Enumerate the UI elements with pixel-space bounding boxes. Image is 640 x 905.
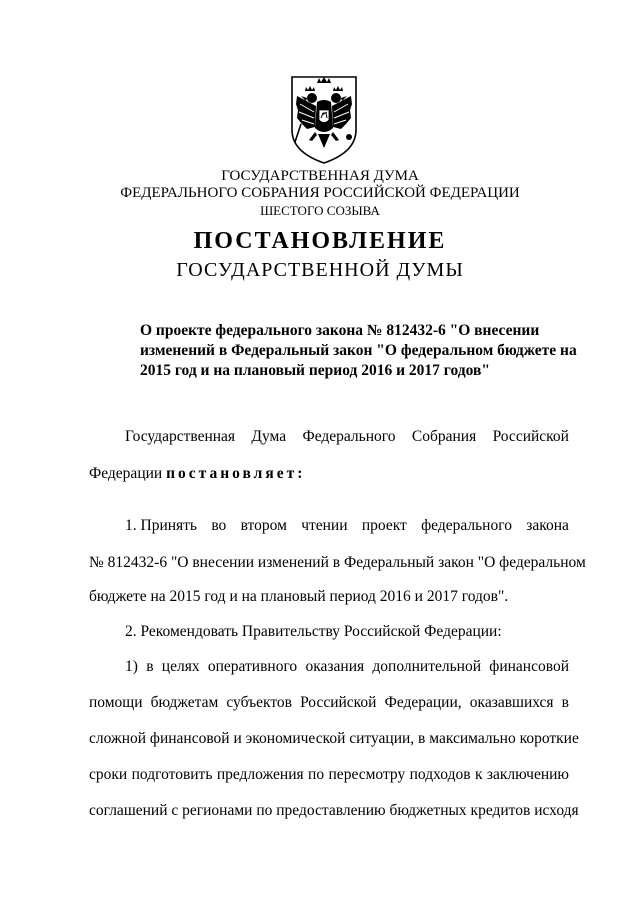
intro-word: Государственная: [125, 428, 236, 445]
paragraph-word: проект: [361, 517, 407, 534]
org-name-line2: ФЕДЕРАЛЬНОГО СОБРАНИЯ РОССИЙСКОЙ ФЕДЕРАЦИИ: [120, 185, 520, 201]
paragraph-word: во: [211, 517, 227, 534]
subject-line: 2015 год и на плановый период 2016 и 2017 годов": [140, 362, 490, 379]
intro-word: Собрания: [411, 428, 477, 445]
subject-line: О проекте федерального закона № 812432-6 "О внесении: [140, 322, 540, 339]
paragraph-line: помощи бюджетам субъектов Российской Федерации, оказавшихся в: [89, 694, 569, 711]
paragraph-word: закона: [526, 517, 569, 534]
paragraph-word: втором: [240, 517, 287, 534]
resolution-subject: [140, 321, 577, 381]
paragraph-line: 2. Рекомендовать Правительству Российской Федерации:: [125, 623, 502, 640]
intro-word: Дума: [251, 428, 287, 445]
document-subtitle: ГОСУДАРСТВЕННОЙ ДУМЫ: [176, 259, 464, 281]
paragraph-word: 1. Принять: [125, 517, 198, 534]
paragraph-line: соглашений с регионами по предоставлению бюджетных кредитов исходя: [89, 802, 579, 819]
paragraph-line: сложной финансовой и экономической ситуации, в максимально короткие: [89, 730, 579, 747]
paragraph-line: бюджете на 2015 год и на плановый период 2016 и 2017 годов".: [89, 588, 509, 605]
resolution-action: постановляет:: [166, 465, 306, 482]
intro-line: [125, 427, 569, 447]
paragraph-line: [125, 516, 569, 536]
paragraph-word: чтении: [301, 517, 348, 534]
intro-word: Федерации: [89, 465, 163, 482]
paragraph-line: 1) в целях оперативного оказания дополнительной финансовой: [125, 658, 569, 675]
coat-of-arms-emblem: [288, 74, 360, 166]
intro-word: Российской: [492, 428, 569, 445]
intro-word: Федерального: [302, 428, 396, 445]
org-name-line1: ГОСУДАРСТВЕННАЯ ДУМА: [221, 168, 419, 184]
convocation-line: ШЕСТОГО СОЗЫВА: [260, 203, 380, 218]
paragraph-word: федерального: [421, 517, 512, 534]
intro-line: [89, 464, 305, 484]
paragraph-line: сроки подготовить предложения по пересмотру подходов к заключению: [89, 766, 569, 783]
document-title: ПОСТАНОВЛЕНИЕ: [193, 228, 447, 254]
paragraph-line: № 812432-6 "О внесении изменений в Федеральный закон "О федеральном: [89, 554, 586, 571]
subject-line: изменений в Федеральный закон "О федеральном бюджете на: [140, 342, 577, 359]
